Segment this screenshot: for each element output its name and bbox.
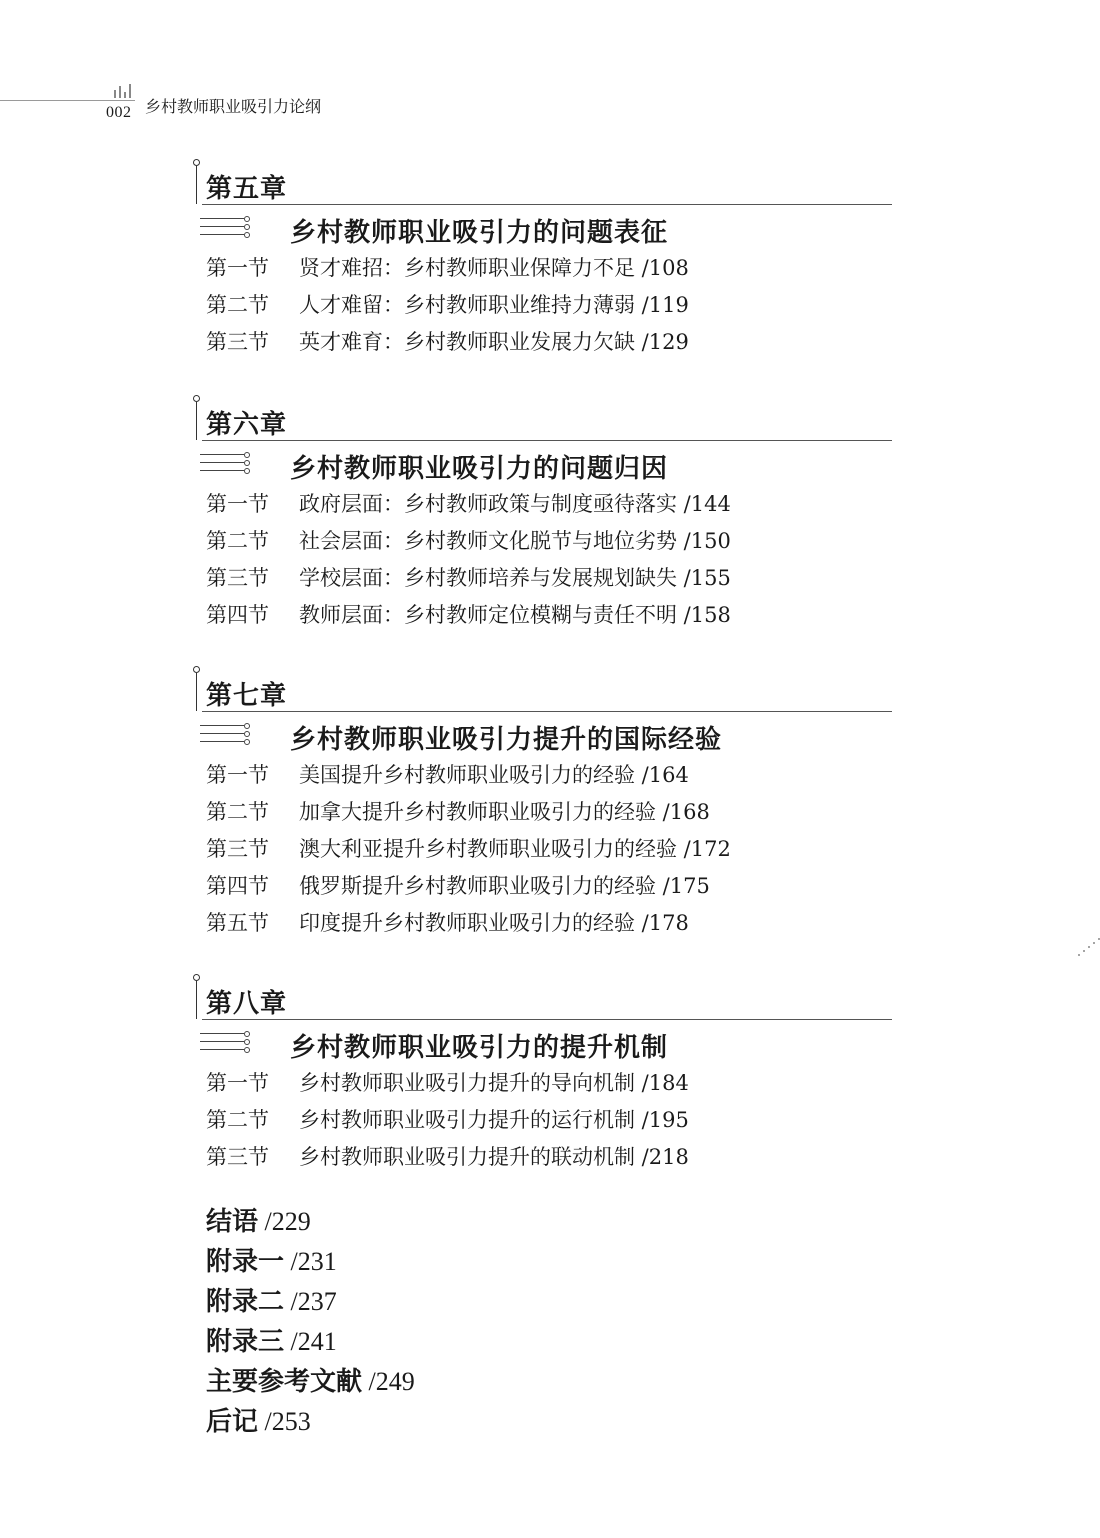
toc-entry[interactable] [196, 792, 892, 829]
section-number: 第三节 [206, 565, 269, 590]
entry-label: 附录一 [206, 1247, 285, 1277]
section-number: 第三节 [206, 836, 269, 861]
section-title: 乡村教师职业吸引力提升的导向机制 /184 [299, 1070, 689, 1095]
chapter-title: 乡村教师职业吸引力的问题归因 [290, 454, 669, 484]
pin-ornament-icon [196, 673, 197, 711]
entry-label: 附录二 [206, 1287, 285, 1317]
section-number: 第三节 [206, 329, 269, 354]
chapter-block [196, 398, 892, 632]
entry-page: /249 [362, 1367, 415, 1396]
entry-page: /231 [284, 1247, 337, 1276]
page-number: 002 [106, 104, 132, 121]
section-title: 印度提升乡村教师职业吸引力的经验 /178 [299, 910, 689, 935]
section-title: 加拿大提升乡村教师职业吸引力的经验 /168 [299, 799, 710, 824]
section-number: 第五节 [206, 910, 269, 935]
toc-entry[interactable] [196, 521, 892, 558]
toc-entry[interactable] [206, 1242, 415, 1282]
entry-label: 后记 [206, 1407, 259, 1437]
section-title: 社会层面：乡村教师文化脱节与地位劣势 /150 [299, 528, 731, 553]
section-title: 乡村教师职业吸引力提升的运行机制 /195 [299, 1107, 689, 1132]
toc-entry[interactable] [196, 558, 892, 595]
section-title: 英才难育：乡村教师职业发展力欠缺 /129 [299, 329, 689, 354]
header-rule [0, 100, 135, 101]
section-number: 第二节 [206, 799, 269, 824]
section-title: 贤才难招：乡村教师职业保障力不足 /108 [299, 255, 689, 280]
section-number: 第四节 [206, 873, 269, 898]
toc-entry[interactable] [196, 595, 892, 632]
chapter-label: 第七章 [206, 681, 288, 711]
chapter-rule [202, 711, 892, 712]
entry-page: /237 [284, 1287, 337, 1316]
entry-label: 附录三 [206, 1327, 285, 1357]
pin-ornament-icon [196, 981, 197, 1019]
toc-entry[interactable] [196, 248, 892, 285]
section-title: 美国提升乡村教师职业吸引力的经验 /164 [299, 762, 689, 787]
bar-ornament-icon [114, 82, 136, 98]
entry-label: 结语 [206, 1207, 259, 1237]
back-matter-list [206, 1202, 415, 1442]
dots-ornament-icon [1078, 936, 1100, 958]
section-number: 第二节 [206, 292, 269, 317]
pin-ornament-icon [196, 402, 197, 440]
toc-entry[interactable] [196, 755, 892, 792]
section-number: 第一节 [206, 1070, 269, 1095]
chapter-title: 乡村教师职业吸引力提升的国际经验 [290, 725, 723, 755]
section-number: 第一节 [206, 762, 269, 787]
section-title: 俄罗斯提升乡村教师职业吸引力的经验 /175 [299, 873, 710, 898]
section-number: 第一节 [206, 255, 269, 280]
toc-entry[interactable] [196, 1100, 892, 1137]
chapter-label: 第八章 [206, 989, 288, 1019]
line-ornament-icon [200, 450, 252, 476]
toc-entry[interactable] [206, 1202, 415, 1242]
toc-entry[interactable] [196, 285, 892, 322]
chapter-title: 乡村教师职业吸引力的问题表征 [290, 218, 669, 248]
chapter-rule [202, 440, 892, 441]
toc-entry[interactable] [196, 1063, 892, 1100]
chapter-rule [202, 204, 892, 205]
entry-page: /241 [284, 1327, 337, 1356]
toc-entry[interactable] [196, 322, 892, 359]
section-title: 人才难留：乡村教师职业维持力薄弱 /119 [299, 292, 689, 317]
section-title: 澳大利亚提升乡村教师职业吸引力的经验 /172 [299, 836, 731, 861]
running-title: 乡村教师职业吸引力论纲 [145, 97, 322, 116]
chapter-block [196, 977, 892, 1174]
section-title: 教师层面：乡村教师定位模糊与责任不明 /158 [299, 602, 731, 627]
entry-page: /229 [258, 1207, 311, 1236]
section-number: 第二节 [206, 528, 269, 553]
toc-entry[interactable] [206, 1362, 415, 1402]
toc-entry[interactable] [196, 829, 892, 866]
line-ornament-icon [200, 721, 252, 747]
toc-entry[interactable] [206, 1402, 415, 1442]
section-title: 学校层面：乡村教师培养与发展规划缺失 /155 [299, 565, 731, 590]
pin-ornament-icon [196, 166, 197, 204]
section-number: 第二节 [206, 1107, 269, 1132]
line-ornament-icon [200, 214, 252, 240]
section-number: 第四节 [206, 602, 269, 627]
entry-label: 主要参考文献 [206, 1367, 363, 1397]
toc-entry[interactable] [206, 1282, 415, 1322]
toc-entry[interactable] [196, 1137, 892, 1174]
toc-entry[interactable] [196, 866, 892, 903]
chapter-block [196, 669, 892, 940]
chapter-label: 第五章 [206, 174, 288, 204]
chapter-rule [202, 1019, 892, 1020]
toc-entry[interactable] [206, 1322, 415, 1362]
toc-entry[interactable] [196, 903, 892, 940]
toc-entry[interactable] [196, 484, 892, 521]
section-title: 乡村教师职业吸引力提升的联动机制 /218 [299, 1144, 689, 1169]
chapter-label: 第六章 [206, 410, 288, 440]
entry-page: /253 [258, 1407, 311, 1436]
line-ornament-icon [200, 1029, 252, 1055]
section-number: 第一节 [206, 491, 269, 516]
chapter-block [196, 162, 892, 359]
section-title: 政府层面：乡村教师政策与制度亟待落实 /144 [299, 491, 731, 516]
chapter-title: 乡村教师职业吸引力的提升机制 [290, 1033, 669, 1063]
section-number: 第三节 [206, 1144, 269, 1169]
